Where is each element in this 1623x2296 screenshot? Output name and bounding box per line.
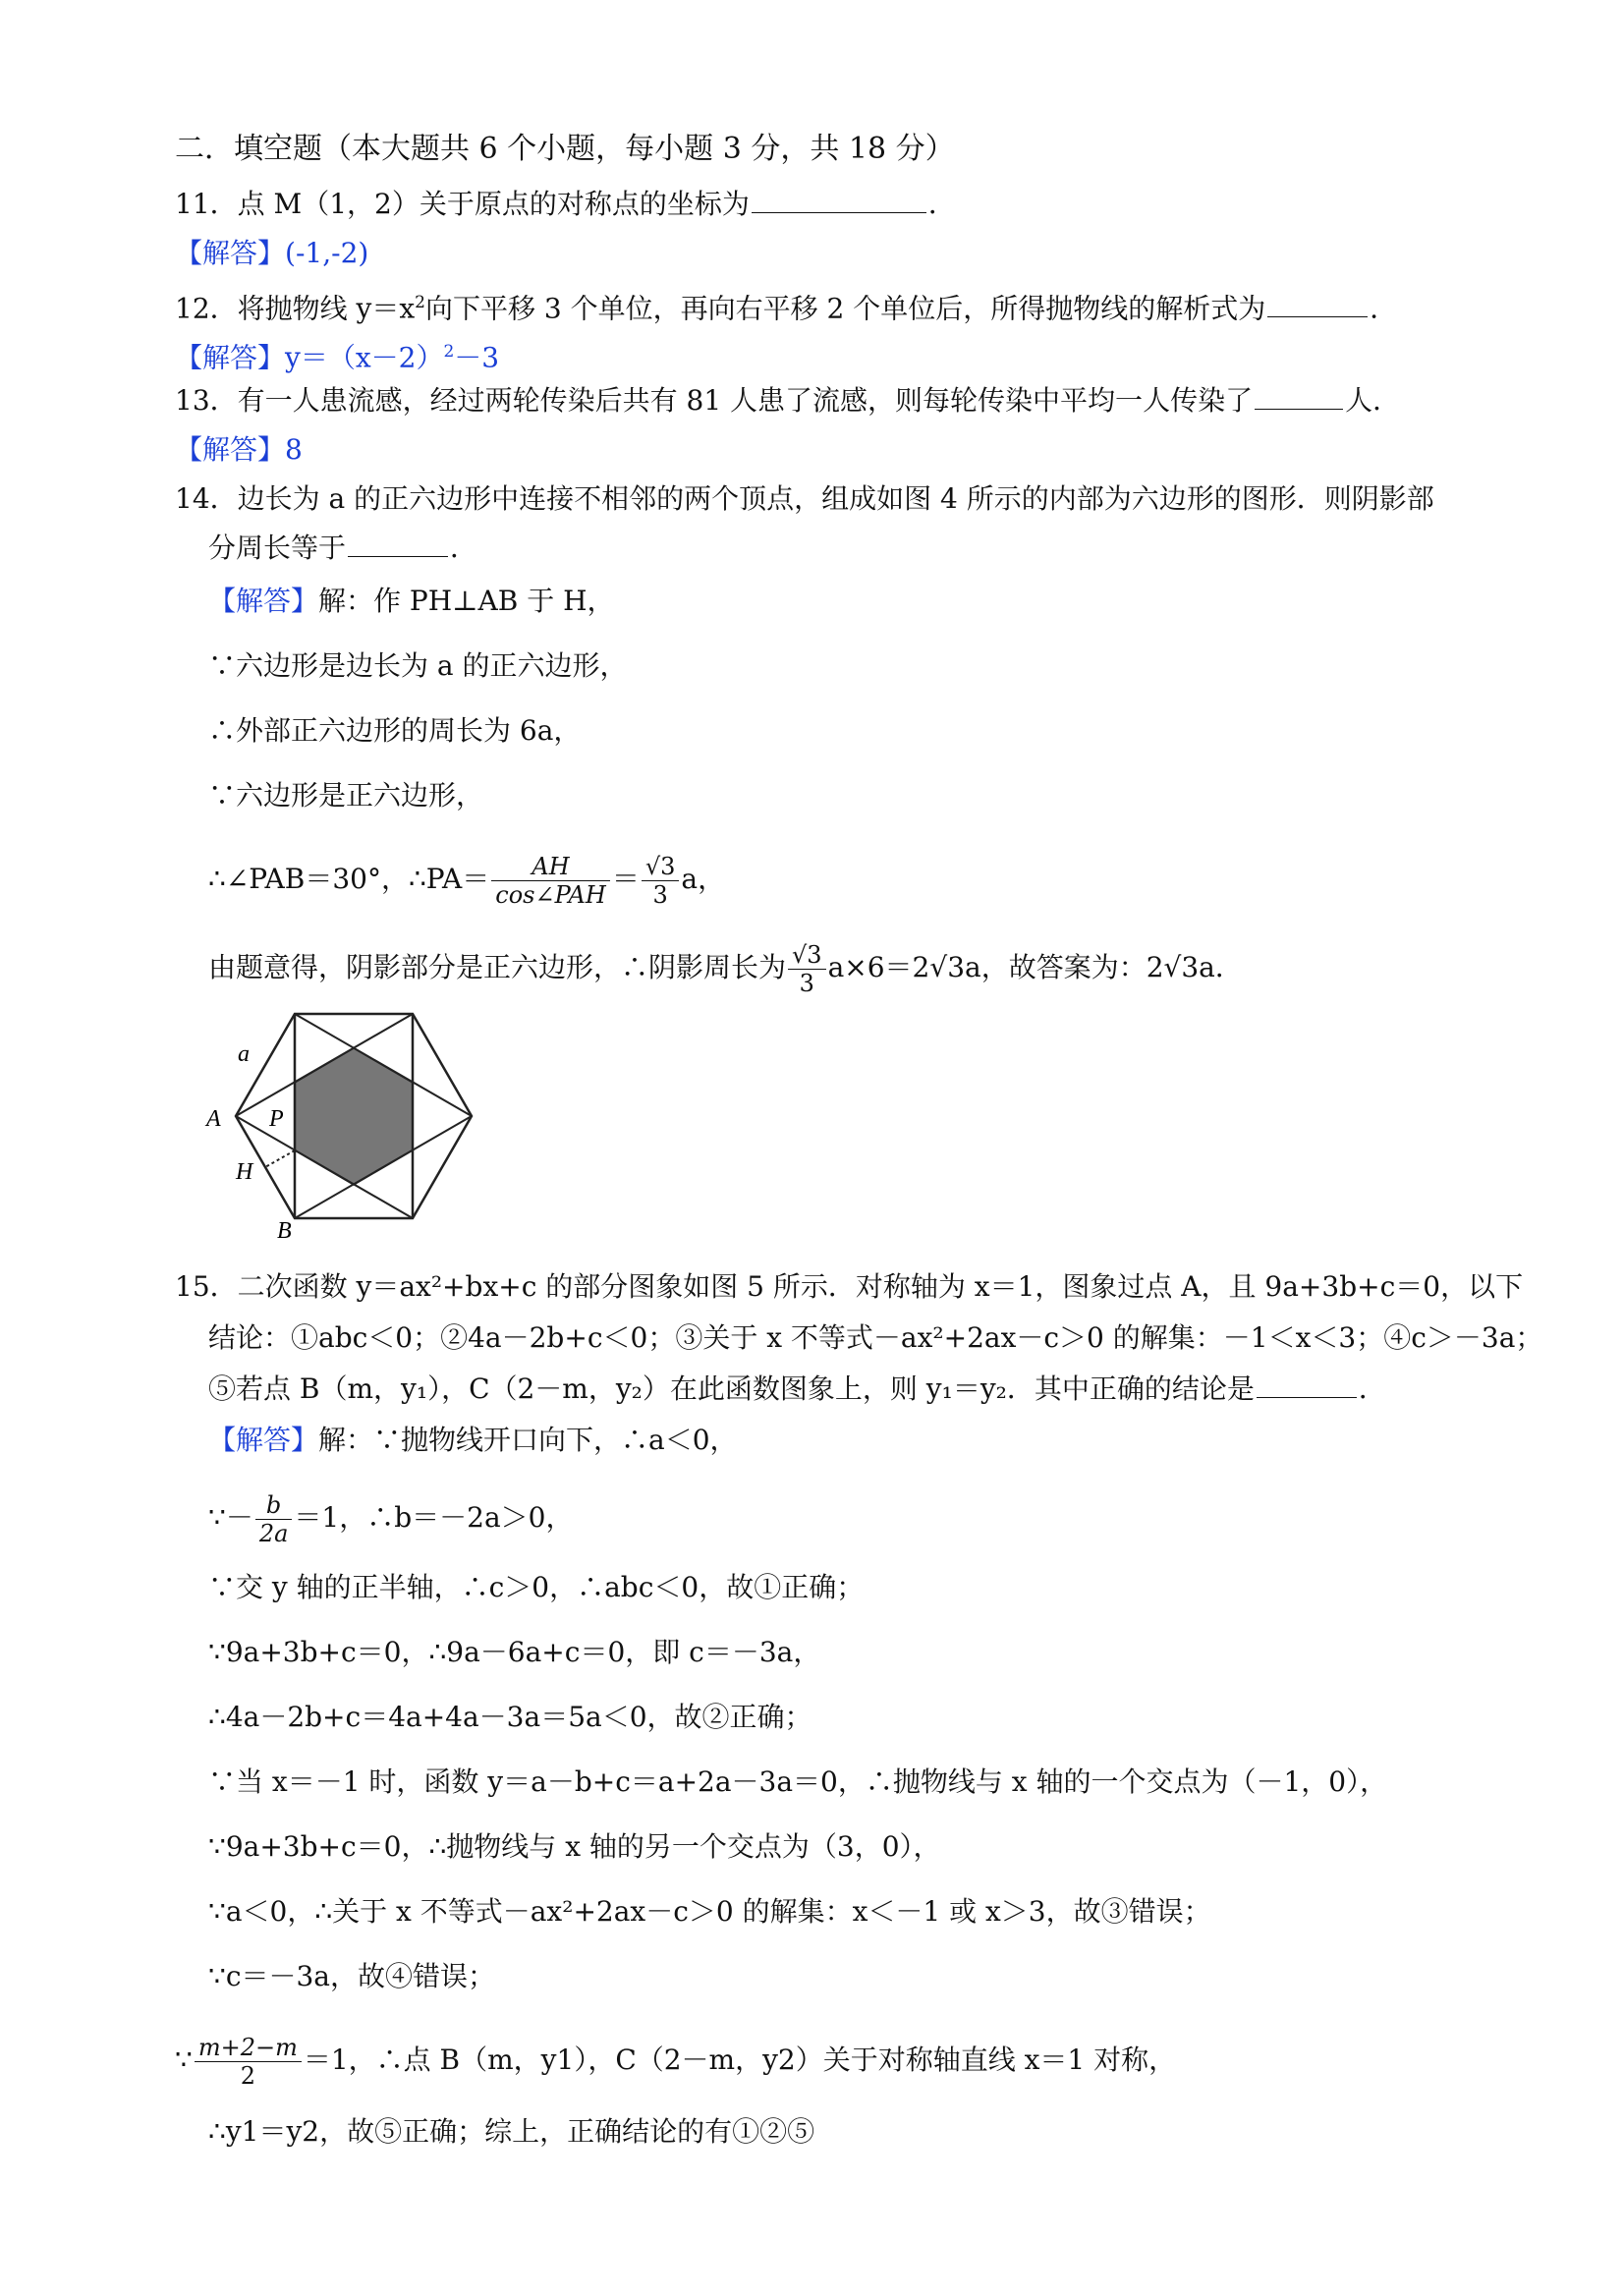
fraction	[642, 853, 680, 909]
fraction-numerator: √3	[788, 941, 826, 970]
question-15-line-1: 15．二次函数 y＝ax²+bx+c 的部分图象如图 5 所示．对称轴为 x＝1，图象过点 A，且 9a+3b+c＝0，以下	[175, 1270, 1524, 1303]
exponent: 2	[443, 342, 455, 362]
solution-14-step-1	[208, 582, 615, 621]
section-title: 二．填空题（本大题共 6 个小题，每小题 3 分，共 18 分）	[175, 132, 955, 166]
question-15-line-2: 结论：①abc＜0；②4a－2b+c＜0；③关于 x 不等式－ax²+2ax－c＞0 的解集：－1＜x＜3；④c＞－3a；	[208, 1321, 1543, 1354]
fraction-denominator: 2	[240, 2062, 255, 2090]
solution-14-step-3: ∴外部正六边形的周长为 6a，	[208, 714, 582, 747]
fraction-denominator: 3	[652, 881, 668, 909]
solution-14-step-4: ∵六边形是正六边形，	[208, 779, 484, 812]
question-12-text-b: 向下平移 3 个单位，再向右平移 2 个单位后，所得抛物线的解析式为	[424, 292, 1266, 325]
solution-15-step-10-tail: ＝1，∴点 B（m，y1），C（2－m，y2）关于对称轴直线 x＝1 对称，	[303, 2044, 1177, 2076]
fraction-numerator: b	[255, 1491, 293, 1520]
answer-blank-12	[1267, 289, 1368, 317]
fraction	[255, 1491, 293, 1547]
label-B: B	[277, 1218, 292, 1238]
answer-12-tail: －3	[454, 341, 500, 374]
question-15-end: ．	[1358, 1372, 1386, 1405]
answer-11	[175, 234, 368, 273]
answer-11-value: (-1,-2)	[285, 237, 369, 269]
question-13	[175, 381, 1400, 420]
solution-14-step-5-text: ∴∠PAB＝30°，∴PA＝	[208, 863, 490, 895]
label-A: A	[206, 1106, 221, 1132]
solution-15-step-1	[208, 1421, 738, 1460]
answer-tag: 【解答】	[175, 433, 286, 466]
label-H: H	[236, 1159, 253, 1185]
solution-15-step-2	[208, 1491, 573, 1547]
answer-tag: 【解答】	[208, 1424, 319, 1456]
solution-14-step-5-tail: a，	[681, 863, 726, 895]
answer-13	[175, 430, 303, 470]
question-14-line-1: 14．边长为 a 的正六边形中连接不相邻的两个顶点，组成如图 4 所示的内部为六边形的图形．则阴影部	[175, 482, 1434, 515]
solution-15-step-3: ∵交 y 轴的正半轴，∴c＞0，∴abc＜0，故①正确；	[208, 1571, 865, 1603]
solution-14-step-6-text: 由题意得，阴影部分是正六边形，∴阴影周长为	[208, 951, 787, 983]
question-12-text-a: 12．将抛物线 y＝x	[175, 292, 416, 325]
answer-blank-14	[348, 529, 448, 557]
answer-12-value: y＝（x－2）	[285, 341, 444, 374]
solution-14-step-2: ∵六边形是边长为 a 的正六边形，	[208, 649, 628, 682]
fraction	[195, 2034, 302, 2090]
solution-14-step-6	[208, 941, 1243, 997]
solution-15-step-2-tail: ＝1，∴b＝－2a＞0，	[294, 1501, 574, 1534]
question-11	[175, 185, 956, 224]
fraction	[491, 853, 610, 909]
solution-15-step-9: ∵c＝－3a，故④错误；	[208, 1960, 496, 1992]
answer-tag: 【解答】	[175, 341, 286, 374]
fraction-denominator: 3	[799, 970, 814, 997]
fraction	[788, 941, 826, 997]
question-12	[175, 283, 1397, 328]
equals-sign: ＝	[611, 863, 640, 895]
question-14-line-2	[208, 529, 477, 568]
fraction-numerator: √3	[642, 853, 680, 881]
solution-14-step-1-text: 解：作 PH⊥AB 于 H，	[318, 585, 615, 617]
solution-15-step-10	[175, 2034, 1176, 2090]
answer-blank-11	[752, 185, 926, 213]
solution-15-step-4: ∵9a+3b+c＝0，∴9a－6a+c＝0，即 c＝－3a，	[208, 1636, 821, 1668]
solution-15-step-5: ∴4a－2b+c＝4a+4a－3a＝5a＜0，故②正确；	[208, 1701, 812, 1733]
solution-15-step-11: ∴y1＝y2，故⑤正确；综上，正确结论的有①②⑤	[208, 2115, 815, 2148]
question-15-line-3	[208, 1370, 1386, 1409]
label-P: P	[269, 1106, 284, 1132]
fraction-denominator: 2a	[258, 1520, 289, 1547]
exponent: 2	[415, 293, 425, 312]
answer-12	[175, 332, 499, 377]
solution-15-step-2-text: ∵－	[208, 1501, 253, 1534]
question-11-end: ．	[927, 188, 956, 220]
question-13-text: 13．有一人患流感，经过两轮传染后共有 81 人患了流感，则每轮传染中平均一人传染了	[175, 384, 1254, 417]
question-13-end: 人．	[1345, 384, 1401, 417]
question-11-text: 11．点 M（1，2）关于原点的对称点的坐标为	[175, 188, 750, 220]
solution-15-step-6: ∵当 x＝－1 时，函数 y＝a－b+c＝a+2a－3a＝0，∴抛物线与 x 轴的一个交点为（－1，0），	[208, 1765, 1388, 1798]
solution-14-step-5	[208, 853, 725, 909]
fraction-numerator: m+2−m	[195, 2034, 302, 2062]
answer-blank-13	[1255, 381, 1343, 410]
question-12-end: ．	[1370, 292, 1398, 325]
label-a: a	[238, 1041, 250, 1067]
solution-15-step-10-text: ∵	[175, 2044, 193, 2076]
answer-tag: 【解答】	[175, 237, 286, 269]
fraction-numerator: AH	[491, 853, 610, 881]
solution-14-step-6-tail: a×6＝2√3a，故答案为：2√3a．	[827, 951, 1243, 983]
solution-15-step-1-text: 解：∵抛物线开口向下，∴a＜0，	[318, 1424, 738, 1456]
question-14-line-2-text: 分周长等于	[208, 532, 347, 564]
question-15-line-3-text: ⑤若点 B（m，y₁），C（2－m，y₂）在此函数图象上，则 y₁＝y₂．其中正确的结论是	[208, 1372, 1255, 1405]
fraction-denominator: cos∠PAH	[495, 881, 606, 909]
hexagon-figure	[196, 1002, 511, 1238]
answer-blank-15	[1257, 1370, 1357, 1398]
shaded-hexagon	[295, 1048, 413, 1185]
answer-13-value: 8	[285, 433, 303, 466]
solution-15-step-8: ∵a＜0，∴关于 x 不等式－ax²+2ax－c＞0 的解集：x＜－1 或 x＞3，故③错误；	[208, 1895, 1211, 1928]
perpendicular-PH	[265, 1150, 295, 1167]
solution-15-step-7: ∵9a+3b+c＝0，∴抛物线与 x 轴的另一个交点为（3，0），	[208, 1830, 941, 1863]
question-14-end: ．	[450, 532, 478, 564]
answer-tag: 【解答】	[208, 585, 319, 617]
